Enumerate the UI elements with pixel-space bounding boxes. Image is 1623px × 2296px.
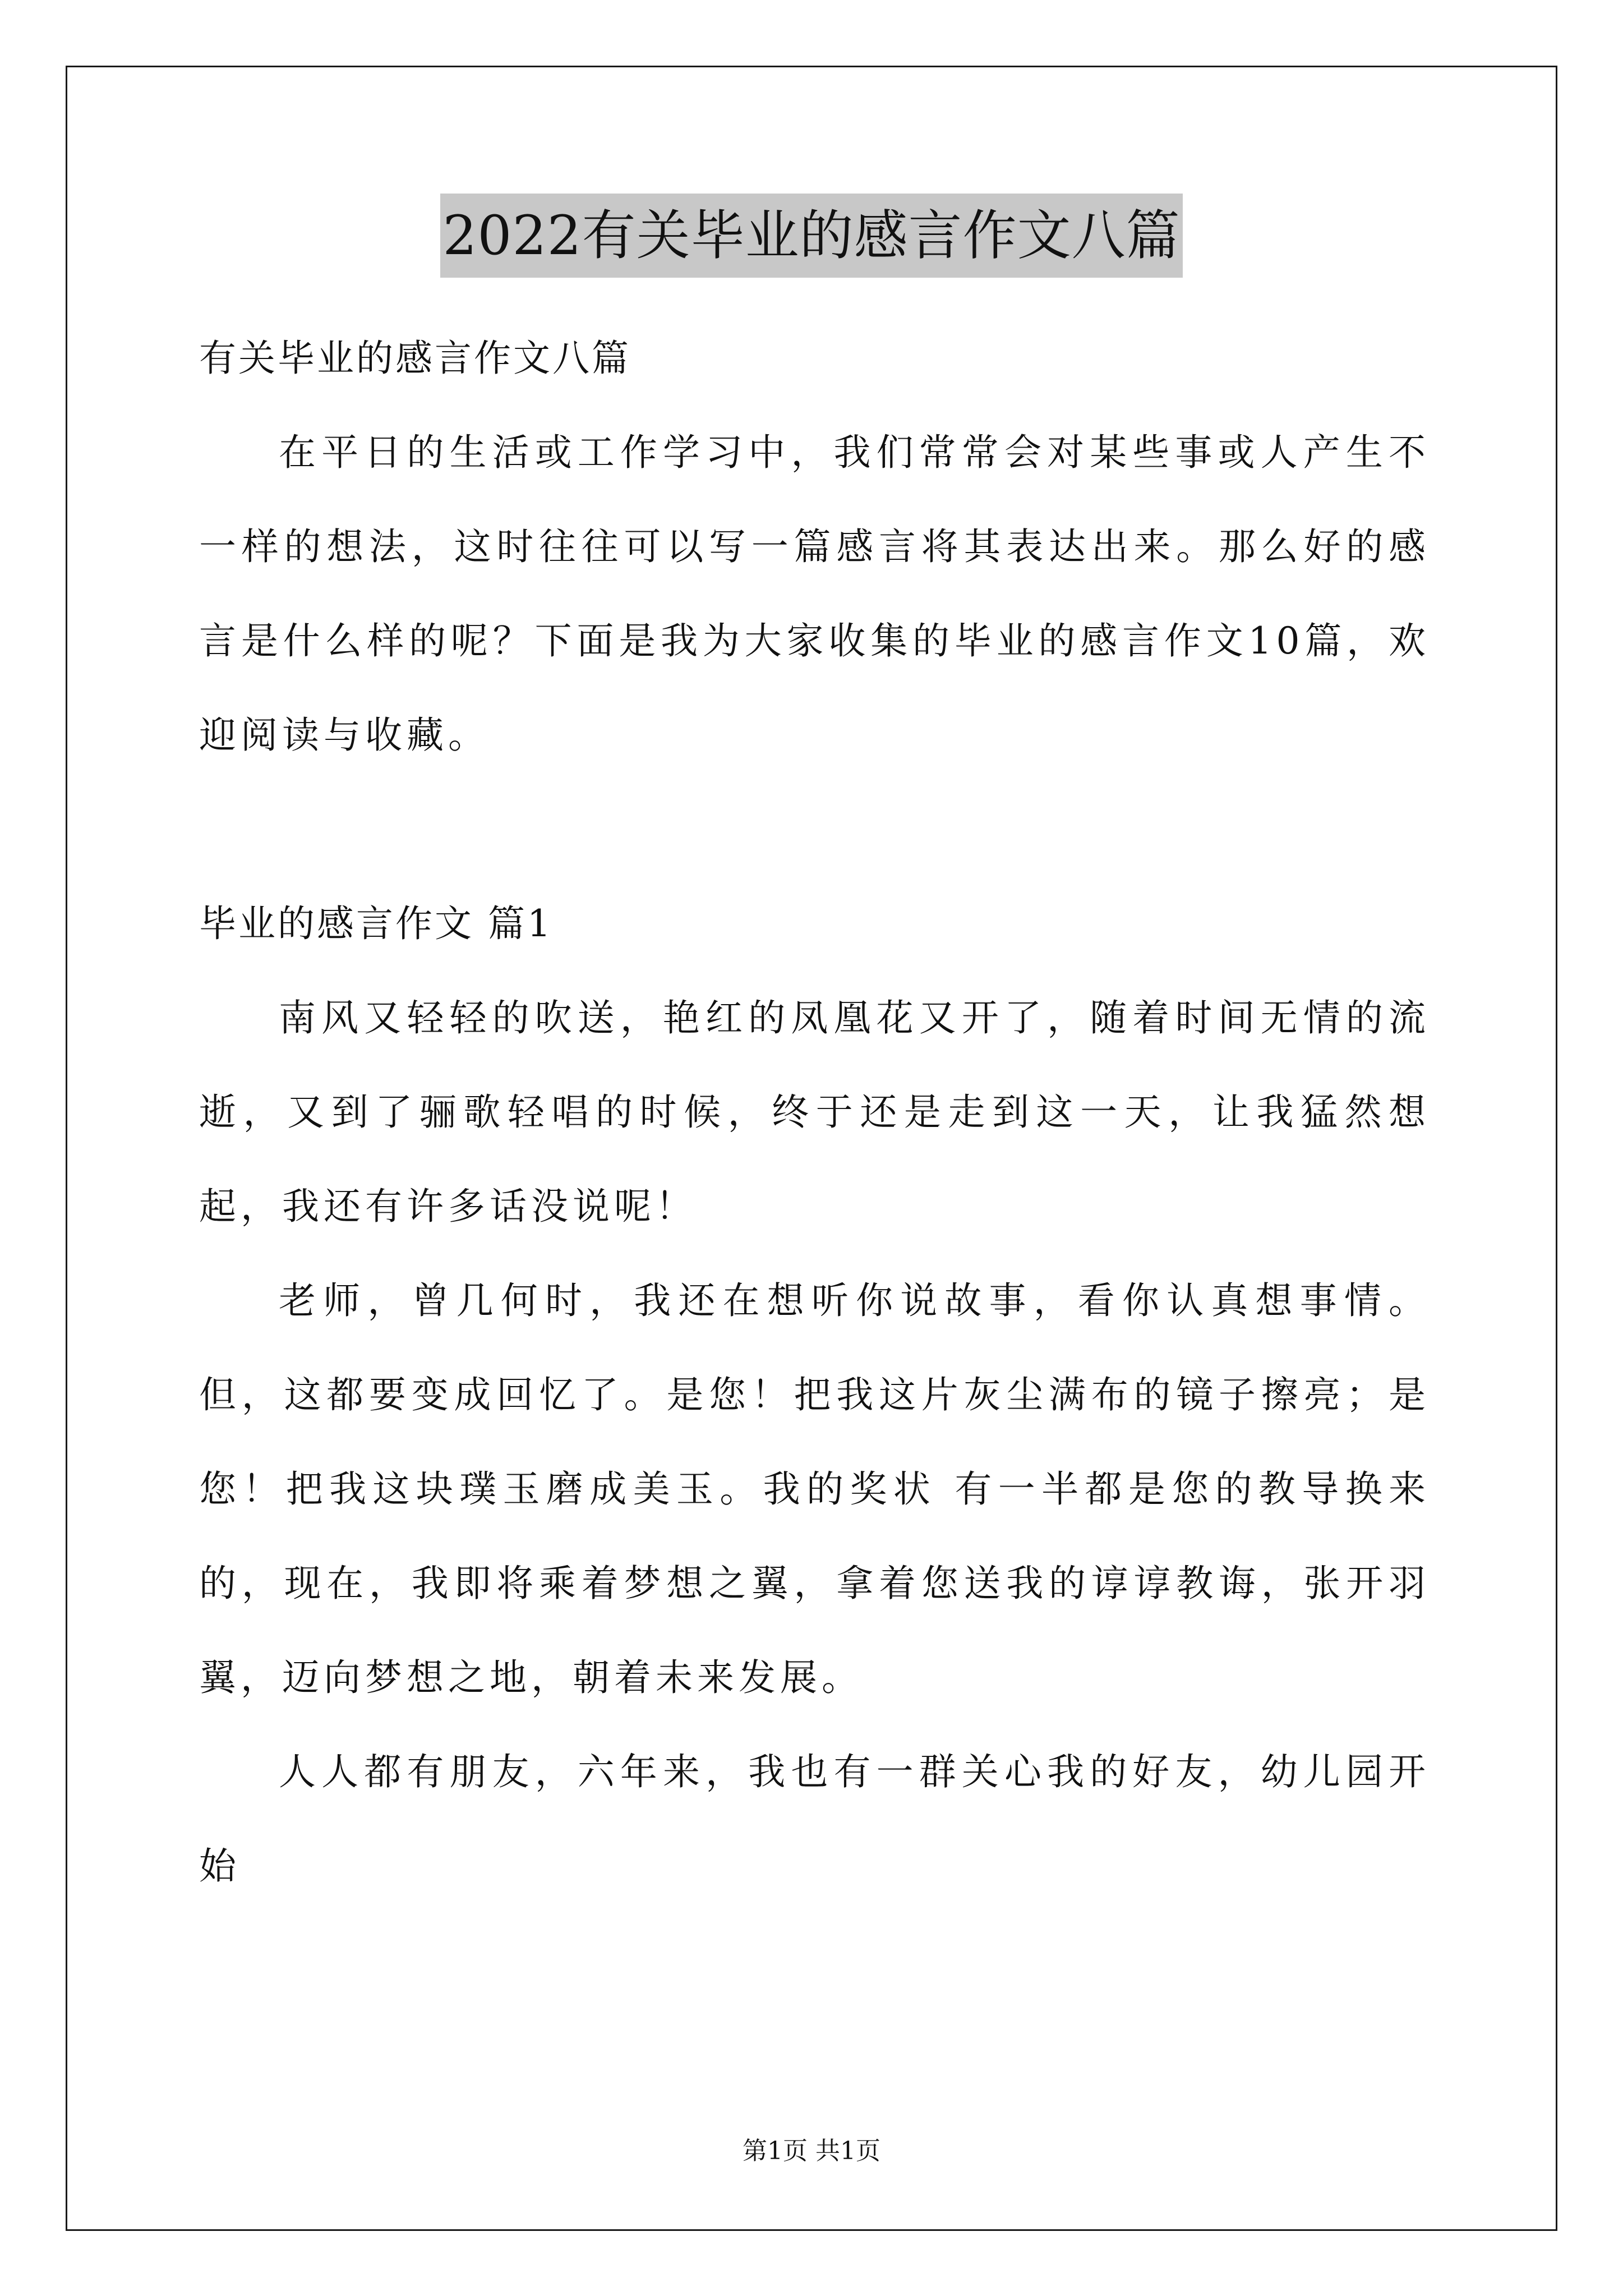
body-paragraph: 老师，曾几何时，我还在想听你说故事，看你认真想事情。但，这都要变成回忆了。是您！把我这片灰尘满布的镜子擦亮；是您！把我这块璞玉磨成美玉。我的奖状 有一半都是您的教导换来的，现在，我即将乘着梦想之翼，拿着您送我的谆谆教诲，张开羽翼，迈向梦想之地，朝着未来发展。 [199,1279,1430,1699]
intro-paragraph: 在平日的生活或工作学习中，我们常常会对某些事或人产生不一样的想法，这时往往可以写一篇感言将其表达出来。那么好的感言是什么样的呢？下面是我为大家收集的毕业的感言作文10篇，欢迎阅读与收藏。 [199,431,1430,757]
document-title: 2022有关毕业的感言作文八篇 [440,194,1182,278]
page-footer: 第1页 共1页 [743,2137,880,2165]
title-container [0,194,1623,278]
blank-line [199,783,1430,877]
section-heading: 毕业的感言作文 篇1 [199,902,553,945]
body-paragraph: 南风又轻轻的吹送，艳红的凤凰花又开了，随着时间无情的流逝，又到了骊歌轻唱的时候，终于还是走到这一天，让我猛然想起，我还有许多话没说呢！ [199,996,1430,1228]
subtitle: 有关毕业的感言作文八篇 [199,337,631,380]
document-body [199,311,1430,1913]
body-paragraph: 人人都有朋友，六年来，我也有一群关心我的好友，幼儿园开始 [199,1750,1430,1888]
